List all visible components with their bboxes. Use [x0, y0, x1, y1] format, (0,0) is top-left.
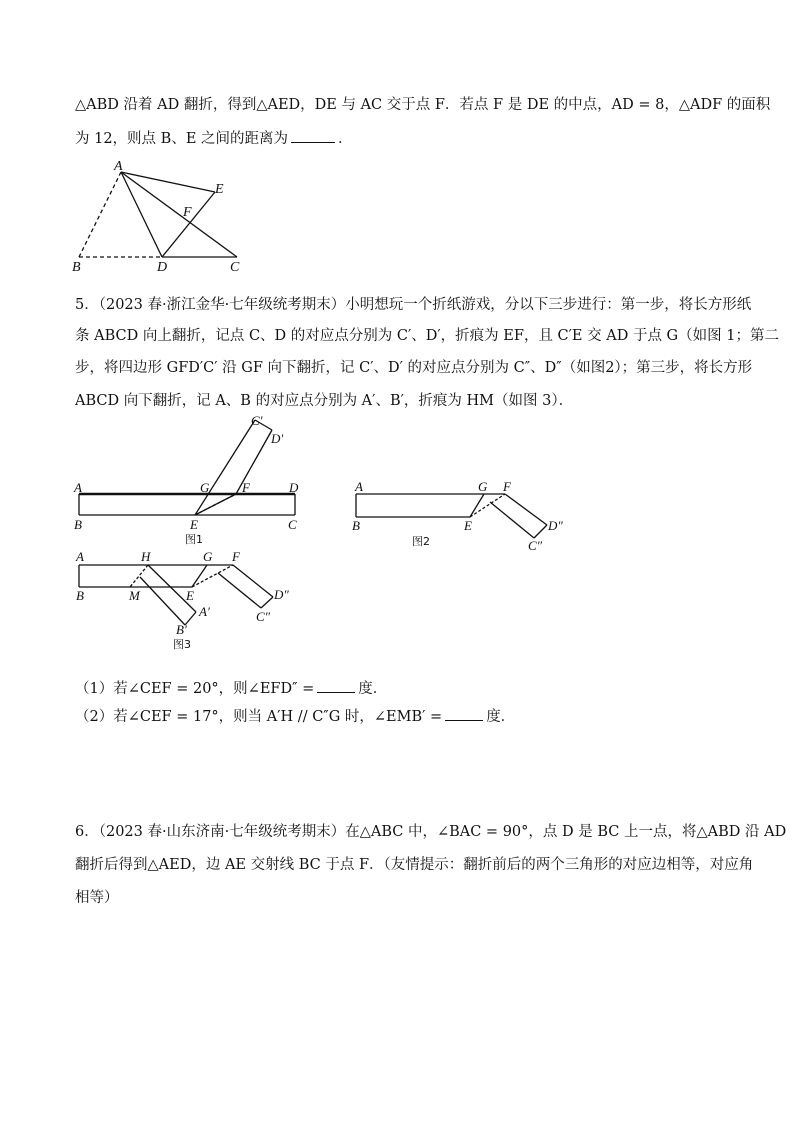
fig2-b: B	[352, 518, 360, 533]
fig1-a: A	[74, 480, 82, 495]
fig1-c: C	[288, 517, 297, 532]
q5-sub-2-end: 度．	[486, 709, 516, 725]
fig3-f: F	[232, 549, 240, 564]
q5-line-1: 5．（2023 春·浙江金华·七年级统考期末）小明想玩一个折纸游戏，分以下三步进行：第一步，将长方形纸	[75, 297, 752, 313]
point-c-label: C	[230, 260, 240, 275]
point-e-label: E	[215, 182, 224, 197]
fig1-e: E	[190, 517, 198, 532]
q5-sub-1-text: （1）若∠CEF = 20°，则∠EFD″ =	[75, 681, 315, 697]
q5-line-4: ABCD 向下翻折，记 A、B 的对应点分别为 A′、B′，折痕为 HM（如图 3）．	[75, 393, 574, 409]
q5-sub-1-blank	[317, 680, 355, 693]
fig2-g: G	[478, 479, 488, 494]
q5-sub-1-end: 度．	[358, 681, 388, 697]
fig3-a: A	[76, 549, 84, 564]
fig3-h: H	[141, 549, 151, 564]
fig1-c-prime: C′	[251, 413, 263, 428]
q5-line-3: 步，将四边形 GFD′C′ 沿 GF 向下翻折，记 C′、D′ 的对应点分别为 C″、D″（如图2）；第三步，将长方形	[75, 360, 753, 376]
fig3-e: E	[186, 588, 194, 603]
q6-line-3: 相等）	[75, 890, 119, 906]
q5-sub-1	[75, 680, 387, 698]
fig1-f: F	[242, 480, 250, 495]
fig3-b-prime: B′	[176, 622, 187, 637]
point-f-label: F	[183, 205, 192, 220]
point-a-label: A	[114, 159, 123, 174]
q6-line-2: 翻折后得到△AED，边 AE 交射线 BC 于点 F．（友情提示：翻折前后的两个三角形的对应边相等，对应角	[75, 857, 754, 873]
fig3-m: M	[129, 588, 140, 603]
fig1-d: D	[289, 480, 299, 495]
fig2-d-double-prime: D″	[548, 518, 563, 533]
fig2-c-double-prime: C″	[528, 538, 543, 553]
fig2-f: F	[503, 479, 511, 494]
fig1-g: G	[200, 480, 210, 495]
q5-sub-2	[75, 708, 515, 726]
fig1-caption: 图1	[185, 533, 203, 546]
intro-line-2-text: 为 12，则点 B、E 之间的距离为	[75, 131, 289, 147]
q6-line-1: 6．（2023 春·山东济南·七年级统考期末）在△ABC 中，∠BAC = 90°，点 D 是 BC 上一点，将△ABD 沿 AD	[75, 824, 787, 840]
intro-line-1: △ABD 沿着 AD 翻折，得到△AED，DE 与 AC 交于点 F．若点 F 是 DE 的中点，AD = 8，△ADF 的面积	[75, 97, 771, 113]
fig2-caption: 图2	[412, 535, 430, 548]
fig3-b: B	[76, 588, 84, 603]
fig3-a-prime: A′	[199, 604, 210, 619]
fig1-d-prime: D′	[271, 431, 284, 446]
fig2-a: A	[355, 479, 363, 494]
fig2-e: E	[464, 518, 472, 533]
fig3-g: G	[203, 549, 213, 564]
fig3-d-double-prime: D″	[274, 587, 289, 602]
q5-sub-2-blank	[445, 708, 483, 721]
fig1-b: B	[74, 517, 82, 532]
fig3-caption: 图3	[173, 638, 191, 651]
q5-line-2: 条 ABCD 向上翻折，记点 C、D 的对应点分别为 C′、D′，折痕为 EF，且 C′E 交 AD 于点 G（如图 1；第二	[75, 328, 779, 344]
intro-line-2-end: ．	[338, 131, 353, 147]
q5-sub-2-text: （2）若∠CEF = 17°，则当 A′H // C″G 时，∠EMB′ =	[75, 709, 443, 725]
point-b-label: B	[72, 260, 81, 275]
point-d-label: D	[157, 260, 168, 275]
fig3-c-double-prime: C″	[256, 609, 271, 624]
